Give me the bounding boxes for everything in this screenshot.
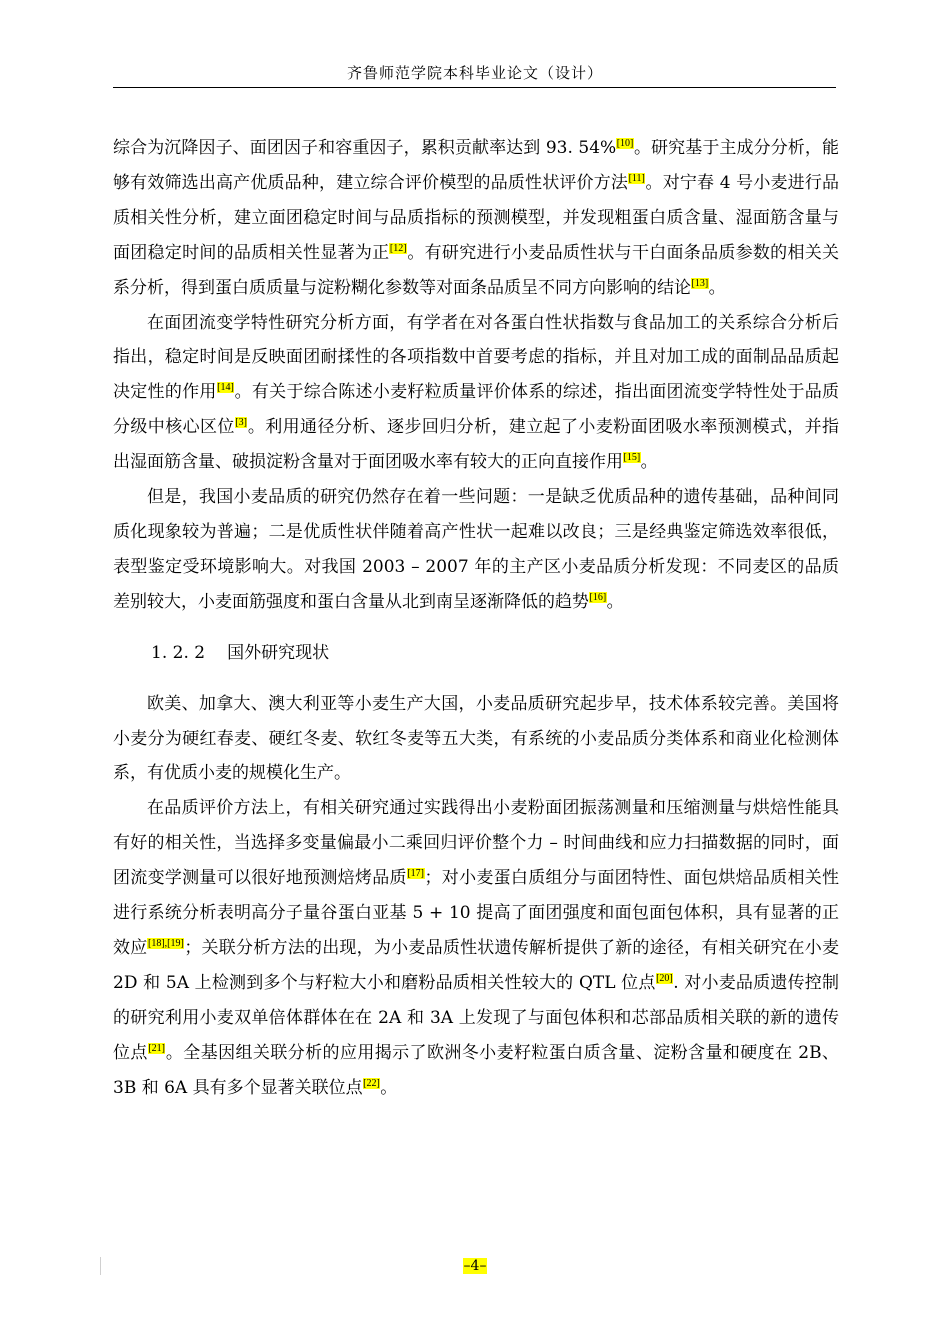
citation-ref: [3] xyxy=(235,417,247,429)
citation-ref: [22] xyxy=(363,1077,380,1089)
page-header: 齐鲁师范学院本科毕业论文（设计） xyxy=(346,64,603,82)
citation-ref: [10] xyxy=(616,138,634,149)
citation-ref: [16] xyxy=(589,591,607,603)
paragraph-text: 欧美、加拿大、澳大利亚等小麦生产大国，小麦品质研究起步早，技术体系较完善。美国将小麦分为硬红春麦、硬红冬麦、软红冬麦等五大类，有系统的小麦品质分类体系和商业化检测体系，有优质小麦的规模化生产。 xyxy=(113,693,839,784)
paragraph-text: ；关联分析方法的出现，为小麦品质性状遗传解析提供了新的途径，有相关研究在小麦 2D 和 5A 上检测到多个与籽粒大小和磨粉品质相关性较大的 QTL 位点 xyxy=(113,937,840,993)
body-paragraph xyxy=(113,480,839,620)
paragraph-text: 在品质评价方法上，有相关研究通过实践得出小麦粉面团振荡测量和压缩测量与烘焙性能具有好的相关性，当选择多变量偏最小二乘回归评价整个力 – 时间曲线和应力扫描数据的同时，面团流变学测量可以很好地预测焙烤品质 xyxy=(113,798,839,889)
body-paragraph xyxy=(113,687,839,792)
paragraph-text: 。 xyxy=(606,591,624,612)
citation-ref: [15] xyxy=(623,452,641,464)
body-paragraph xyxy=(113,791,839,1105)
paragraph-text: 但是，我国小麦品质的研究仍然存在着一些问题：一是缺乏优质品种的遗传基础，品种间同质化现象较为普遍；二是优质性状伴随着高产性状一起难以改良；三是经典鉴定筛选效率很低，表型鉴定受环境影响大。对我国 2003 – 2007 年的主产区小麦品质分析发现：不同麦区的品质差别较大，小麦面筋强度和蛋白含量从北到南呈逐渐降低的趋势 xyxy=(113,487,839,612)
paragraph-text: 。 xyxy=(708,277,726,298)
citation-ref: [12] xyxy=(389,242,407,254)
body-paragraph xyxy=(113,131,839,306)
citation-ref: [18],[19] xyxy=(147,937,184,949)
paragraph-text: 。对宁春 4 号小麦进行品质相关性分析，建立面团稳定时间与品质指标的预测模型，并发现粗蛋白质含量、湿面筋含量与面团稳定时间的品质相关性显著为正 xyxy=(113,172,840,263)
paragraph-text: 。利用通径分析、逐步回归分析，建立起了小麦粉面团吸水率预测模式，并指出湿面筋含量、破损淀粉含量对于面团吸水率有较大的正向直接作用 xyxy=(113,417,840,473)
section-title: 国外研究现状 xyxy=(227,642,330,663)
paragraph-text: 。有研究进行小麦品质性状与干白面条品质参数的相关关系分析，得到蛋白质质量与淀粉糊化参数等对面条品质呈不同方向影响的结论 xyxy=(113,242,840,298)
paragraph-text: 。研究基于主成分分析，能够有效筛选出高产优质品种，建立综合评价模型的品质性状评价方法 xyxy=(113,138,839,193)
citation-ref: [21] xyxy=(148,1042,165,1054)
paragraph-text: 。全基因组关联分析的应用揭示了欧洲冬小麦籽粒蛋白质含量、淀粉含量和硬度在 2B、3B 和 6A 具有多个显著关联位点 xyxy=(113,1042,839,1098)
header-rule xyxy=(113,87,836,88)
citation-ref: [17] xyxy=(407,868,424,880)
paragraph-text: 。 xyxy=(640,452,658,473)
section-number: 1. 2. 2 xyxy=(151,642,206,663)
paragraph-text: 综合为沉降因子、面团因子和容重因子，累积贡献率达到 93. 54% xyxy=(113,138,617,158)
citation-ref: [13] xyxy=(691,277,709,289)
body-text xyxy=(113,131,839,1105)
paragraph-text: 。有关于综合陈述小麦籽粒质量评价体系的综述，指出面团流变学特性处于品质分级中核心区位 xyxy=(113,382,840,438)
paragraph-text: ；对小麦蛋白质组分与面团特性、面包烘焙品质相关性进行系统分析表明高分子量谷蛋白亚基 5 + 10 提高了面团强度和面包面包体积，具有显著的正效应 xyxy=(113,868,840,958)
paragraph-text: . 对小麦品质遗传控制的研究利用小麦双单倍体群体在在 2A 和 3A 上发现了与面包体积和芯部品质相关联的新的遗传位点 xyxy=(113,972,839,1063)
citation-ref: [20] xyxy=(656,972,673,984)
paragraph-text: 。 xyxy=(380,1077,398,1098)
citation-ref: [14] xyxy=(217,382,234,394)
body-paragraph xyxy=(113,306,839,481)
paragraph-text: 在面团流变学特性研究分析方面，有学者在对各蛋白性状指数与食品加工的关系综合分析后指出，稳定时间是反映面团耐揉性的各项指数中首要考虑的指标，并且对加工成的面制品品质起决定性的作用 xyxy=(113,312,839,403)
page-number: –4– xyxy=(463,1258,487,1274)
citation-ref: [11] xyxy=(628,172,645,184)
section-heading xyxy=(113,636,839,671)
